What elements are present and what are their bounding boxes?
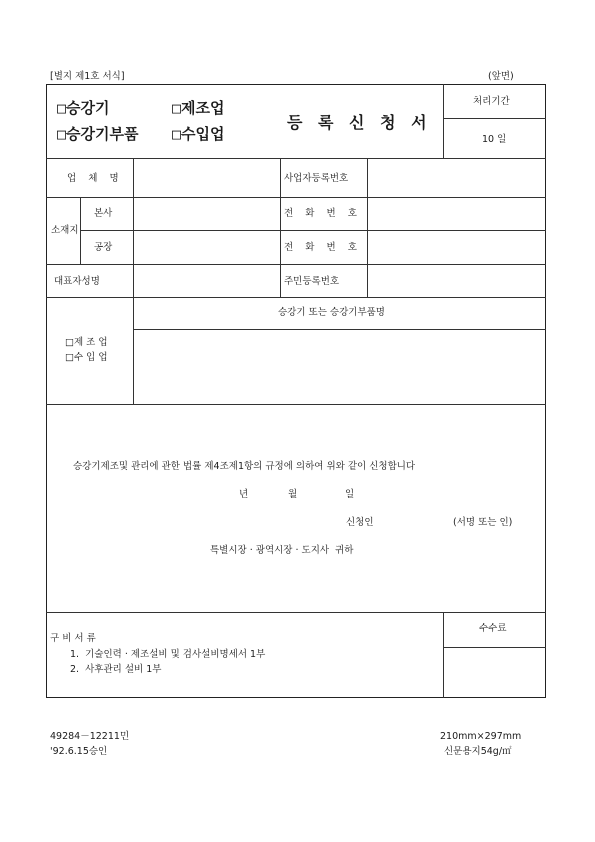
divider	[443, 84, 444, 158]
representative-name-label: 대표자성명	[54, 276, 100, 287]
resident-reg-no-label: 주민등록번호	[284, 276, 340, 287]
addressee-text: 특별시장 · 광역시장 · 도지사 귀하	[210, 545, 354, 556]
checkbox-icon: □	[57, 125, 67, 143]
checkbox-label: 승강기	[66, 99, 110, 117]
document-item: 2. 사후관리 설비 1부	[70, 664, 162, 675]
divider	[46, 612, 546, 613]
form-title: 등 록 신 청 서	[287, 113, 432, 132]
checkbox-elevator[interactable]	[57, 101, 110, 116]
month-label: 월	[288, 489, 298, 500]
document-item: 1. 기술인력 · 제조설비 및 검사설비명세서 1부	[70, 649, 266, 660]
representative-name-field[interactable]	[134, 265, 279, 296]
divider	[46, 404, 546, 405]
factory-address-field[interactable]	[134, 231, 279, 263]
manufacturing-checkbox[interactable]: □제 조 업	[65, 337, 108, 348]
fee-field[interactable]	[444, 648, 545, 697]
form-number-label: [별지 제1호 서식]	[50, 71, 125, 82]
head-office-label: 본사	[94, 208, 113, 219]
year-label: 년	[239, 489, 249, 500]
factory-phone-label: 전 화 번 호	[284, 242, 357, 253]
product-name-field[interactable]	[134, 330, 545, 403]
processing-period-label: 처리기간	[473, 96, 510, 107]
company-name-field[interactable]	[134, 159, 279, 196]
divider	[80, 197, 81, 264]
checkbox-icon: □	[57, 99, 67, 117]
processing-period-value: 10 일	[482, 134, 507, 145]
statement-text: 승강기제조및 관리에 관한 법률 제4조제1항의 규정에 의하여 위와 같이 신청합니다	[73, 461, 416, 472]
paper-type: 신문용지54g/㎡	[444, 746, 512, 757]
paper-size: 210mm×297mm	[440, 731, 522, 742]
resident-reg-no-field[interactable]	[368, 265, 545, 296]
location-label: 소재지	[51, 225, 79, 236]
checkbox-label: 승강기부품	[66, 125, 139, 143]
fee-label: 수수료	[479, 623, 507, 634]
form-code: 49284－12211민	[50, 731, 130, 742]
business-reg-no-label: 사업자등록번호	[284, 173, 349, 184]
divider	[280, 158, 281, 297]
factory-label: 공장	[94, 242, 113, 253]
head-office-phone-field[interactable]	[368, 198, 545, 229]
checkbox-label: 수입업	[181, 125, 225, 143]
day-label: 일	[345, 489, 355, 500]
required-documents-label: 구 비 서 류	[50, 633, 96, 644]
product-name-header: 승강기 또는 승강기부품명	[278, 307, 385, 318]
head-office-address-field[interactable]	[134, 198, 279, 229]
page-side-label: (앞면)	[488, 71, 514, 82]
checkbox-elevator-parts[interactable]	[57, 127, 138, 142]
checkbox-manufacturing[interactable]	[172, 101, 225, 116]
divider	[46, 297, 546, 298]
import-checkbox[interactable]: □수 입 업	[65, 352, 108, 363]
checkbox-import[interactable]	[172, 127, 225, 142]
signature-label: (서명 또는 인)	[453, 517, 513, 528]
checkbox-icon: □	[172, 99, 182, 117]
business-reg-no-field[interactable]	[368, 159, 545, 196]
company-name-label: 업 체 명	[67, 173, 119, 184]
approval-date: '92.6.15승인	[50, 746, 108, 757]
head-office-phone-label: 전 화 번 호	[284, 208, 357, 219]
applicant-label: 신청인	[346, 517, 374, 528]
checkbox-icon: □	[172, 125, 182, 143]
factory-phone-field[interactable]	[368, 231, 545, 263]
divider	[443, 118, 546, 119]
checkbox-label: 제조업	[181, 99, 225, 117]
